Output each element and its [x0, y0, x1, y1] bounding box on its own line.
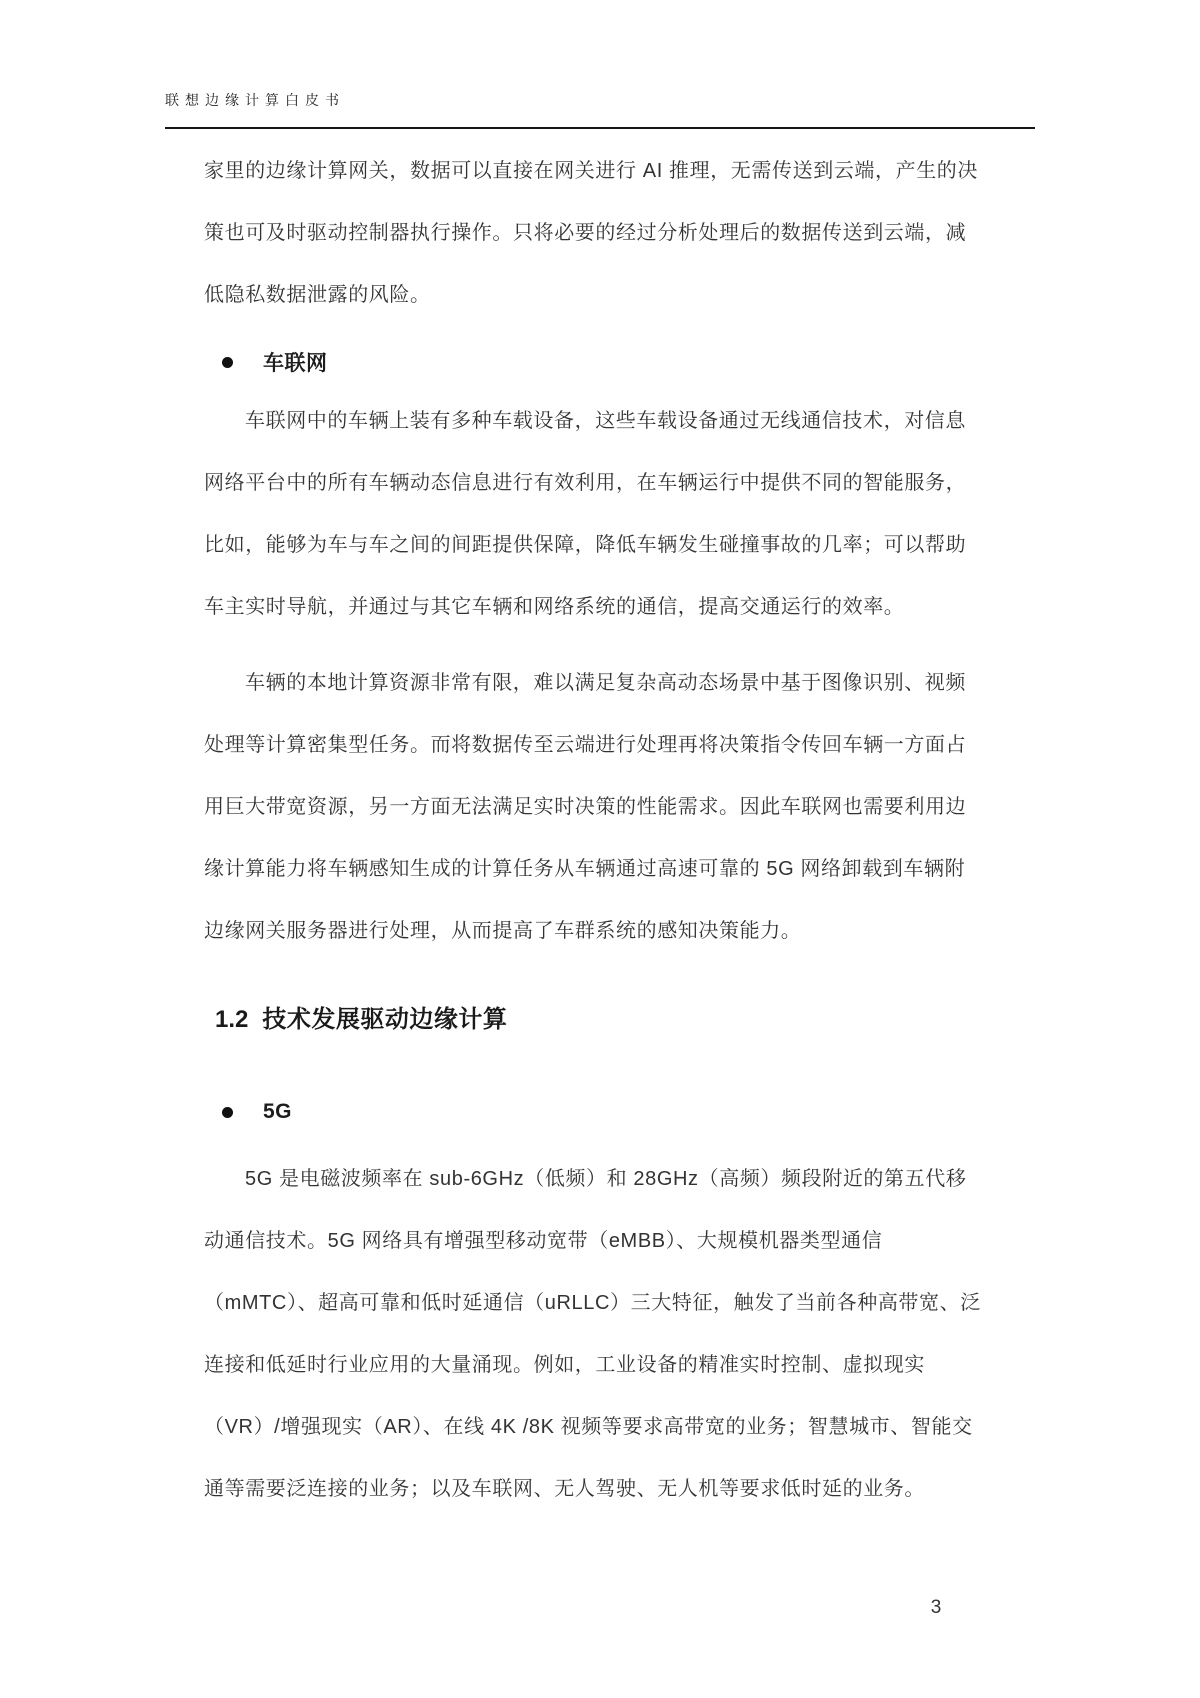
- bullet-item-vehicle-network: [204, 334, 1010, 390]
- paragraph-5g-description: [204, 1148, 1010, 1520]
- text-line: 通等需要泛连接的业务；以及车联网、无人驾驶、无人机等要求低时延的业务。: [204, 1478, 925, 1500]
- text-line: 动通信技术。5G 网络具有增强型移动宽带（eMBB）、大规模机器类型通信: [204, 1230, 883, 1252]
- text-line: 用巨大带宽资源，另一方面无法满足实时决策的性能需求。因此车联网也需要利用边: [204, 796, 967, 818]
- section-heading-title: 技术发展驱动边缘计算: [262, 1006, 508, 1033]
- text-line: 5G 是电磁波频率在 sub-6GHz（低频）和 28GHz（高频）频段附近的第五代移: [245, 1168, 967, 1190]
- page-body: [204, 140, 1010, 1520]
- bullet-label-vehicle-network: 车联网: [263, 352, 328, 375]
- header-rule: [165, 127, 1035, 129]
- paragraph-vehicle-devices: [204, 390, 1010, 638]
- text-line: （mMTC）、超高可靠和低时延通信（uRLLC）三大特征，触发了当前各种高带宽、泛: [204, 1292, 981, 1314]
- text-line: 车主实时导航，并通过与其它车辆和网络系统的通信，提高交通运行的效率。: [204, 596, 905, 618]
- text-line: 网络平台中的所有车辆动态信息进行有效利用，在车辆运行中提供不同的智能服务，: [204, 472, 967, 494]
- paragraph-vehicle-compute: [204, 652, 1010, 962]
- section-heading-1-2: [204, 990, 1010, 1050]
- paragraph-edge-gateway: [204, 140, 1010, 326]
- section-heading-number: 1.2: [215, 1006, 249, 1033]
- bullet-item-5g: [204, 1084, 1010, 1140]
- bullet-dot-icon: [222, 357, 233, 368]
- text-line: 低隐私数据泄露的风险。: [204, 284, 431, 306]
- text-line: 缘计算能力将车辆感知生成的计算任务从车辆通过高速可靠的 5G 网络卸载到车辆附: [204, 858, 966, 880]
- bullet-label-5g: 5G: [263, 1100, 293, 1123]
- running-header-title: 联想边缘计算白皮书: [165, 93, 345, 109]
- text-line: （VR）/增强现实（AR）、在线 4K /8K 视频等要求高带宽的业务；智慧城市、智能交: [204, 1416, 973, 1438]
- text-line: 家里的边缘计算网关，数据可以直接在网关进行 AI 推理，无需传送到云端，产生的决: [204, 160, 979, 182]
- page-number: 3: [930, 1597, 942, 1618]
- text-line: 策也可及时驱动控制器执行操作。只将必要的经过分析处理后的数据传送到云端，减: [204, 222, 967, 244]
- text-line: 车辆的本地计算资源非常有限，难以满足复杂高动态场景中基于图像识别、视频: [245, 672, 966, 694]
- text-line: 连接和低延时行业应用的大量涌现。例如，工业设备的精准实时控制、虚拟现实: [204, 1354, 925, 1376]
- text-line: 车联网中的车辆上装有多种车载设备，这些车载设备通过无线通信技术，对信息: [245, 410, 966, 432]
- text-line: 边缘网关服务器进行处理，从而提高了车群系统的感知决策能力。: [204, 920, 802, 942]
- text-line: 处理等计算密集型任务。而将数据传至云端进行处理再将决策指令传回车辆一方面占: [204, 734, 967, 756]
- bullet-dot-icon: [222, 1107, 233, 1118]
- text-line: 比如，能够为车与车之间的间距提供保障，降低车辆发生碰撞事故的几率；可以帮助: [204, 534, 967, 556]
